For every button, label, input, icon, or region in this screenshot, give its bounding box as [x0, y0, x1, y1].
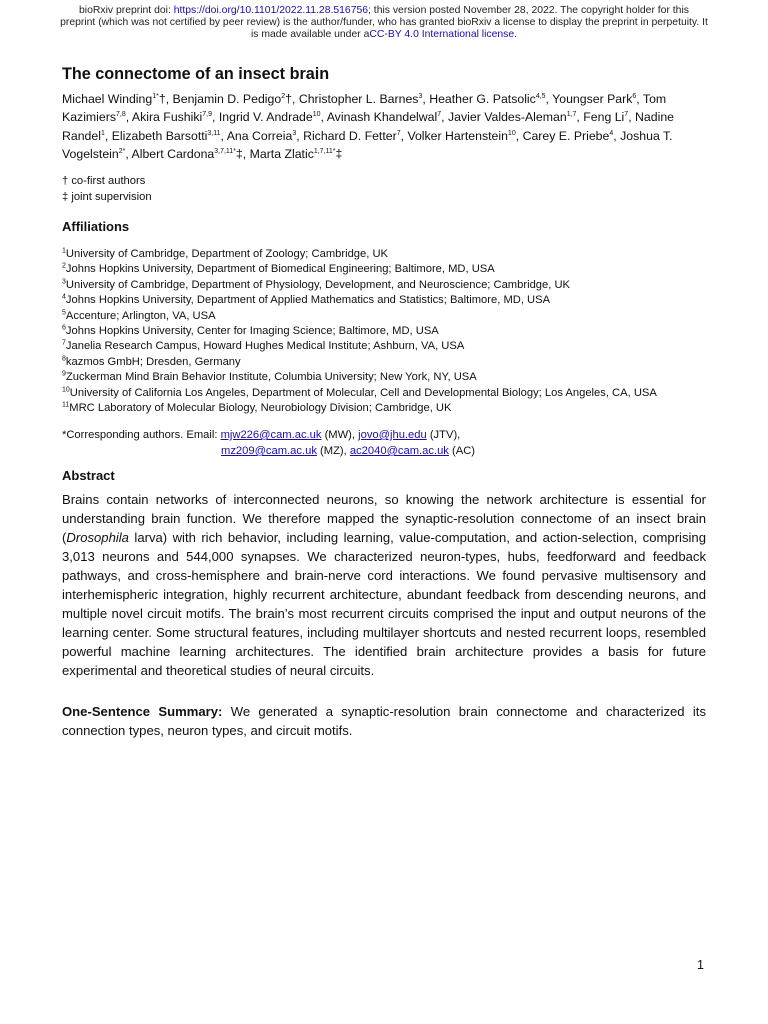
author-affiliation-sup: 10 — [507, 129, 516, 137]
author-notes — [62, 173, 152, 205]
author-name: Youngser Park — [552, 92, 633, 106]
email-link[interactable]: mz209@cam.ac.uk — [221, 445, 317, 457]
affiliation-text: Johns Hopkins University, Department of Applied Mathematics and Statistics; Baltimore, MD, USA — [65, 294, 551, 307]
joint-supervision-note: ‡ joint supervision — [62, 191, 152, 203]
author-affiliation-sup: 4,5 — [535, 92, 546, 100]
author — [327, 110, 441, 124]
affiliation-number: 8 — [62, 355, 66, 363]
affiliation-item — [62, 339, 657, 354]
author — [227, 129, 297, 143]
author — [523, 129, 614, 143]
affiliation-number: 9 — [62, 370, 66, 378]
corresponding-label: *Corresponding authors. Email: — [62, 429, 221, 441]
email-owner: (JTV), — [426, 429, 461, 441]
affiliation-number: 10 — [62, 385, 70, 393]
affiliation-item — [62, 262, 657, 277]
author-affiliation-sup: 10 — [312, 111, 321, 119]
cofirst-note: † co-first authors — [62, 175, 146, 187]
author-affiliation-sup: 2 — [281, 92, 286, 100]
affiliation-number: 6 — [62, 324, 66, 332]
author — [62, 92, 166, 106]
author-affiliation-sup: 3,11 — [207, 129, 221, 137]
author — [583, 110, 628, 124]
author-affiliation-sup: 3 — [292, 129, 297, 137]
affiliation-item — [62, 401, 657, 416]
author-mark: ‡ — [335, 147, 343, 162]
author-name: Javier Valdes-Aleman — [447, 110, 567, 125]
author — [173, 92, 292, 106]
corresponding-authors — [62, 427, 475, 459]
affiliation-number: 5 — [62, 308, 66, 316]
affiliation-item — [62, 293, 657, 308]
author-affiliation-sup: 1 — [100, 129, 105, 137]
affiliation-text: University of California Los Angeles, Department of Molecular, Cell and Developmental Biology; Los Angeles, CA, USA — [69, 386, 657, 399]
author-name: Michael Winding — [62, 92, 153, 106]
author-affiliation-sup: 3,7,11* — [214, 148, 236, 156]
affiliation-number: 11 — [62, 401, 70, 409]
author-mark: † — [285, 92, 292, 106]
author-name: Richard D. Fetter — [303, 128, 397, 143]
author-affiliation-sup: 1,7,11* — [313, 148, 336, 156]
author — [429, 92, 545, 106]
affiliation-text: University of Cambridge, Department of Zoology; Cambridge, UK — [65, 248, 388, 260]
email-link[interactable]: jovo@jhu.edu — [358, 429, 427, 441]
affiliation-item — [62, 247, 657, 262]
author-name: Christopher L. Barnes — [298, 92, 419, 106]
affiliation-item — [62, 278, 657, 293]
author-name: Ana Correia — [226, 128, 293, 143]
paper-title: The connectome of an insect brain — [62, 65, 330, 83]
author-affiliation-sup: 4 — [609, 129, 614, 137]
affiliations-heading: Affiliations — [62, 219, 130, 234]
summary-label: One-Sentence Summary: — [62, 704, 223, 719]
abstract-heading: Abstract — [62, 468, 115, 483]
author-name: Marta Zlatic — [249, 147, 314, 162]
author-list: Michael Winding$^{1*}$†, Benjamin D. Pedigo$^2$†, Christopher L. Barnes$^3$, Heather G. Patsolic$^{4,5}$, Youngser Park$^6$, Tom Kazimiers$^{7,8}$, Akira Fushiki$^{7,9}$, Ingrid V. Andrade$^{10}$, Avinash Khandelwal$^7$, Javier Valdes-Aleman$^{1,7}$, Feng Li$^7$, Nadine Randel$^1$, Elizabeth Barsotti$^{3,11}$, Ana Correia$^3$, Richard D. Fetter$^7$, Volker Hartenstein$^{10}$, Carey E. Priebe$^4$, Joshua T. Vogelstein$^{2*}$, Albert Cardona$^{3,7,11*}$‡, Marta Zlatic$^{1,7,11*}$‡ — [62, 92, 675, 162]
email-owner: (MZ), — [316, 445, 350, 457]
affiliation-number: 7 — [62, 339, 66, 347]
license-link[interactable]: CC-BY 4.0 International license — [369, 29, 515, 40]
affiliation-text: Johns Hopkins University, Center for Imaging Science; Baltimore, MD, USA — [65, 325, 439, 338]
author-affiliation-sup: 7 — [396, 129, 401, 137]
affiliation-number: 1 — [62, 247, 66, 255]
author-name: Feng Li — [583, 110, 625, 125]
abstract-part1: Brains contain networks of interconnected neurons, so knowing the network architecture is essential for understanding brain function. We therefore mapped the synaptic-resolution connectome of an insect brain ( — [62, 492, 706, 545]
author-affiliation-sup: 1,7 — [566, 111, 577, 119]
summary-text: We generated a synaptic-resolution brain connectome and characterized its connection types, neuron types, and circuit motifs. — [62, 704, 706, 738]
email-link[interactable]: ac2040@cam.ac.uk — [349, 445, 449, 457]
notice-middle: ; this version posted November 28, 2022. The copyright holder for this preprint (which was not certified by peer review) is the author/funder, who has granted bioRxiv a license to display the preprint in perpetuity. It is made available under a — [60, 5, 708, 40]
author-name: Volker Hartenstein — [407, 128, 508, 143]
affiliation-item — [62, 386, 657, 401]
author — [132, 110, 212, 124]
affiliation-text: MRC Laboratory of Molecular Biology, Neurobiology Division; Cambridge, UK — [69, 402, 452, 415]
abstract-species: Drosophila — [66, 530, 129, 545]
affiliation-item — [62, 309, 657, 324]
author-name: Joshua T. Vogelstein — [62, 128, 673, 162]
author-name: Tom Kazimiers — [62, 92, 667, 125]
author-name: Akira Fushiki — [131, 110, 203, 125]
author — [448, 110, 576, 124]
author — [112, 129, 221, 143]
doi-link[interactable]: https://doi.org/10.1101/2022.11.28.516756 — [173, 5, 369, 16]
author-name: Albert Cardona — [131, 147, 215, 162]
author-affiliation-sup: 7 — [437, 111, 442, 119]
author-affiliation-sup: 1* — [152, 92, 159, 100]
affiliation-text: kazmos GmbH; Dresden, Germany — [65, 355, 241, 368]
author-mark: ‡ — [235, 147, 243, 162]
affiliation-text: Janelia Research Campus, Howard Hughes Medical Institute; Ashburn, VA, USA — [65, 340, 465, 353]
preprint-notice — [60, 5, 708, 41]
author-name: Heather G. Patsolic — [429, 92, 536, 106]
affiliation-text: Zuckerman Mind Brain Behavior Institute, Columbia University; New York, NY, USA — [65, 371, 477, 384]
abstract-part2: larva) with rich behavior, including learning, value-computation, and action-selection, comprising 3,013 neurons and 544,000 synapses. We characterized neuron-types, hubs, feedforward and feedback pathways, and cross-hemisphere and brain-nerve cord interactions. We found pervasive multisensory and interhemispheric integration, highly recurrent architecture, abundant feedback from descending neurons, and multiple novel circuit motifs. The brain’s most recurrent circuits comprised the input and output neurons of the learning center. Some structural features, including multilayer shortcuts and nested recurrent loops, resembled powerful machine learning architectures. The identified brain architecture provides a basis for future experimental and theoretical studies of neural circuits. — [62, 530, 706, 678]
affiliation-item — [62, 324, 657, 339]
author — [407, 129, 515, 143]
affiliation-text: Johns Hopkins University, Department of Biomedical Engineering; Baltimore, MD, USA — [65, 263, 495, 276]
author-affiliation-sup: 2* — [118, 148, 126, 156]
notice-suffix: . — [514, 29, 518, 40]
affiliation-text: Accenture; Arlington, VA, USA — [65, 309, 216, 322]
affiliation-list — [62, 247, 657, 416]
author — [219, 110, 321, 124]
affiliation-number: 2 — [62, 262, 66, 270]
affiliation-number: 3 — [62, 278, 66, 286]
author — [303, 129, 401, 143]
affiliation-item — [62, 370, 657, 385]
abstract-text — [62, 490, 706, 680]
author-affiliation-sup: 7 — [624, 111, 629, 119]
author — [552, 92, 636, 106]
affiliation-text: University of Cambridge, Department of Physiology, Development, and Neuroscience; Cambridge, UK — [65, 278, 570, 291]
notice-prefix: bioRxiv preprint doi: — [79, 5, 174, 16]
email-owner: (MW), — [321, 429, 359, 441]
author-name: Benjamin D. Pedigo — [172, 92, 282, 106]
affiliation-number: 4 — [62, 293, 66, 301]
author — [250, 147, 343, 161]
page-number: 1 — [697, 958, 704, 972]
author-name: Nadine Randel — [62, 110, 675, 143]
author — [132, 147, 243, 161]
author-mark: † — [158, 92, 166, 106]
author-name: Carey E. Priebe — [522, 128, 610, 143]
author-name: Ingrid V. Andrade — [218, 110, 313, 125]
author-affiliation-sup: 7,9 — [202, 111, 212, 119]
author-name: Avinash Khandelwal — [326, 110, 438, 125]
author — [299, 92, 423, 106]
one-sentence-summary — [62, 702, 706, 740]
author-affiliation-sup: 3 — [418, 92, 423, 100]
author-name: Elizabeth Barsotti — [111, 128, 208, 143]
author-affiliation-sup: 6 — [632, 92, 637, 100]
author-affiliation-sup: 7,8 — [115, 111, 126, 119]
email-link[interactable]: mjw226@cam.ac.uk — [220, 429, 322, 441]
affiliation-item — [62, 355, 657, 370]
email-owner: (AC) — [448, 445, 476, 457]
